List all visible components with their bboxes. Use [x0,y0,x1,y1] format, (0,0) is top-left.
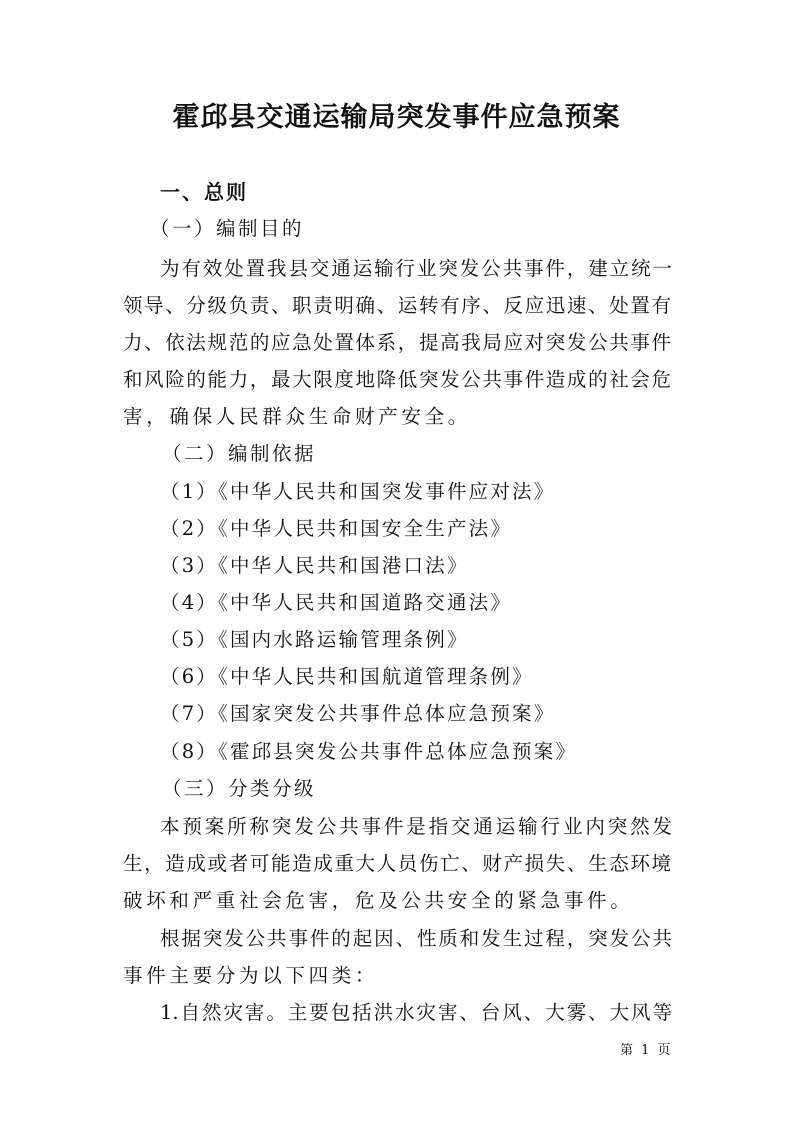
paragraph-line: 破坏和严重社会危害，危及公共安全的紧急事件。 [123,889,634,912]
reference-item: （8）《霍邱县突发公共事件总体应急预案》 [160,740,578,763]
paragraph-line: 为有效处置我县交通运输行业突发公共事件，建立统一 [160,257,672,280]
reference-item: （1）《中华人民共和国突发事件应对法》 [160,480,556,503]
paragraph-line: 害，确保人民群众生命财产安全。 [123,405,472,428]
reference-item: （6）《中华人民共和国航道管理条例》 [160,665,534,688]
paragraph-line: 力、依法规范的应急处置体系，提高我局应对突发公共事件 [123,331,671,354]
paragraph-line: 领导、分级负责、职责明确、运转有序、反应迅速、处置有 [123,294,671,317]
subsection-heading-purpose: （一）编制目的 [150,217,305,240]
reference-item: （3）《中华人民共和国港口法》 [160,554,469,577]
subsection-heading-basis: （二）编制依据 [162,442,317,465]
paragraph-line: 生，造成或者可能造成重大人员伤亡、财产损失、生态环境 [123,852,671,875]
reference-item: （5）《国内水路运输管理条例》 [160,628,469,651]
paragraph-line: 本预案所称突发公共事件是指交通运输行业内突然发 [160,815,672,838]
list-item-natural-disaster: 1.自然灾害。主要包括洪水灾害、台风、大雾、大风等 [160,1001,672,1024]
section-heading-general: 一、总则 [160,180,248,204]
paragraph-line: 根据突发公共事件的起因、性质和发生过程，突发公共 [160,927,672,950]
reference-item: （4）《中华人民共和国道路交通法》 [160,591,513,614]
page-number: 第 1 页 [620,1043,673,1058]
paragraph-line: 和风险的能力，最大限度地降低突发公共事件造成的社会危 [123,368,671,391]
subsection-heading-classification: （三）分类分级 [162,777,317,800]
reference-item: （7）《国家突发公共事件总体应急预案》 [160,702,556,725]
reference-item: （2）《中华人民共和国安全生产法》 [160,517,513,540]
document-title: 霍邱县交通运输局突发事件应急预案 [172,102,621,133]
paragraph-line: 事件主要分为以下四类： [123,964,379,987]
